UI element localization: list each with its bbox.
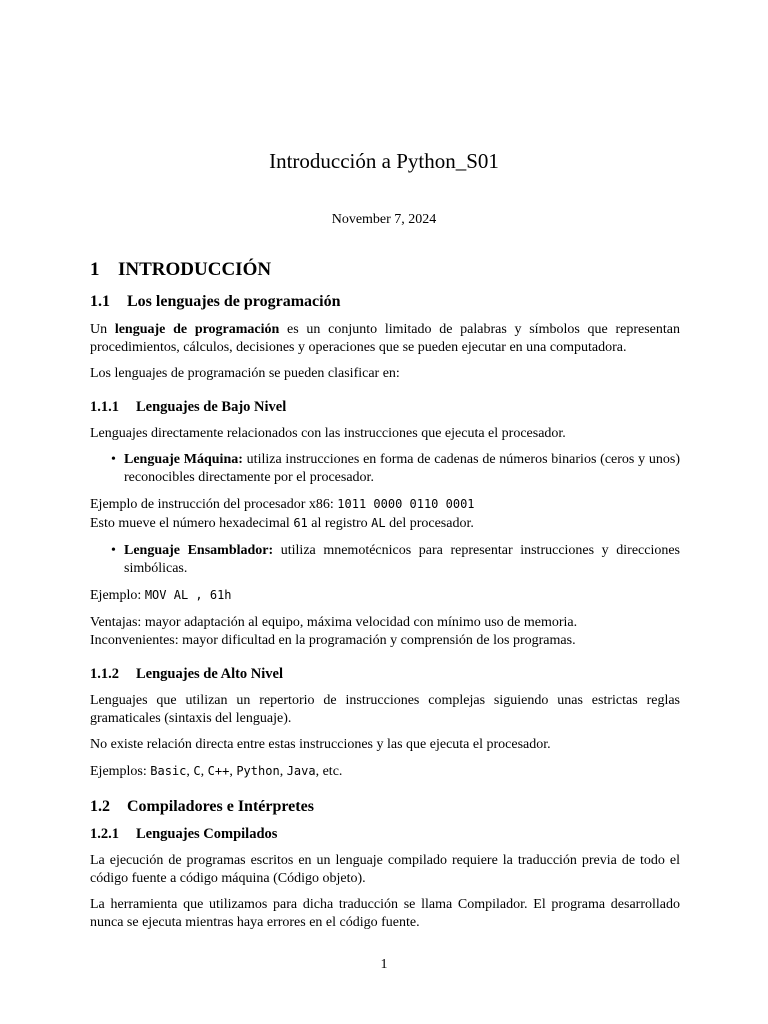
text: Ejemplo de instrucción del procesador x86:: [90, 497, 338, 512]
bold-term: Lenguaje Ensamblador:: [124, 543, 274, 558]
code: C: [193, 764, 201, 778]
subsection-number: 1.2: [90, 798, 110, 815]
code: Python: [236, 764, 280, 778]
bullet-icon: •: [111, 543, 116, 558]
page-number: 1: [380, 957, 388, 972]
code: Java: [286, 764, 316, 778]
paragraph: [90, 586, 680, 605]
text: utiliza instrucciones en forma de cadenas de números binarios (ceros y unos) reconocibles directamente por el procesador.: [124, 452, 681, 485]
subsubsection-number: 1.2.1: [90, 826, 119, 842]
subsection-number: 1.1: [90, 293, 110, 310]
subsubsection-number: 1.1.2: [90, 666, 119, 682]
bold-term: lenguaje de programación: [114, 322, 280, 337]
paragraph: Ejemplos: Basic, C, C++, Python, Java, etc.: [90, 764, 343, 779]
text: es un conjunto limitado de palabras y símbolos que representan procedimientos, cálculos, decisiones y operaciones que se pueden ejecutar en una computadora.: [90, 322, 680, 355]
text: Esto mueve el número hexadecimal: [90, 516, 294, 531]
code: 61: [293, 516, 308, 530]
text: utiliza mnemotécnicos para representar instrucciones y direcciones simbólicas.: [124, 543, 681, 576]
document-body: [90, 258, 680, 932]
subsubsection-heading: [90, 398, 680, 416]
text: Un: [90, 322, 115, 337]
text: Ejemplo:: [90, 588, 145, 603]
subsubsection-title: Lenguajes de Alto Nivel: [136, 666, 284, 682]
section-number: 1: [90, 259, 100, 280]
section-title: INTRODUCCIÓN: [118, 259, 272, 280]
subsection-title: Compiladores e Intérpretes: [127, 798, 314, 815]
paragraph: Lenguajes que utilizan un repertorio de instrucciones complejas siguiendo unas estrictas reglas gramaticales (sintaxis del lenguaje).: [90, 693, 680, 726]
paragraph: [90, 495, 680, 533]
text: al registro: [307, 516, 372, 531]
text: del procesador.: [385, 516, 474, 531]
paragraph: Los lenguajes de programación se pueden clasificar en:: [90, 366, 400, 381]
subsubsection-title: Lenguajes de Bajo Nivel: [136, 399, 287, 415]
text: etc.: [322, 764, 343, 779]
subsection-title: Los lenguajes de programación: [127, 293, 341, 310]
bold-term: Lenguaje Máquina:: [124, 452, 243, 467]
code: Basic: [150, 764, 187, 778]
bullet-list: [90, 542, 680, 578]
text: Inconvenientes: mayor dificultad en la programación y comprensión de los programas.: [90, 633, 576, 648]
code: AL: [371, 516, 386, 530]
bullet-list: [90, 451, 680, 487]
list-item: [90, 451, 680, 487]
section-heading: [90, 258, 680, 282]
list-item: [90, 542, 680, 578]
subsubsection-number: 1.1.1: [90, 399, 119, 415]
subsubsection-heading: [90, 665, 680, 683]
code: 1011 0000 0110 0001: [337, 497, 475, 511]
paragraph: La ejecución de programas escritos en un lenguaje compilado requiere la traducción previa de todo el código fuente a código máquina (Código objeto).: [90, 853, 680, 886]
subsection-heading: [90, 797, 680, 817]
subsubsection-title: Lenguajes Compilados: [136, 826, 278, 842]
paragraph: [90, 321, 680, 357]
text: Ventajas: mayor adaptación al equipo, máxima velocidad con mínimo uso de memoria.: [90, 615, 578, 630]
code: C++: [207, 764, 230, 778]
paragraph: No existe relación directa entre estas instrucciones y las que ejecuta el procesador.: [90, 737, 551, 752]
code: MOV AL , 61h: [144, 588, 232, 602]
document-date: November 7, 2024: [331, 212, 437, 227]
bullet-icon: •: [111, 452, 116, 467]
paragraph: [90, 614, 680, 650]
paragraph: Lenguajes directamente relacionados con las instrucciones que ejecuta el procesador.: [90, 426, 566, 441]
text: Ejemplos:: [90, 764, 151, 779]
paragraph: La herramienta que utilizamos para dicha traducción se llama Compilador. El programa desarrollado nunca se ejecuta mientras haya errores en el código fuente.: [90, 897, 680, 930]
document-title: Introducción a Python_S01: [269, 149, 499, 173]
subsection-heading: [90, 292, 680, 312]
subsubsection-heading: [90, 825, 680, 843]
